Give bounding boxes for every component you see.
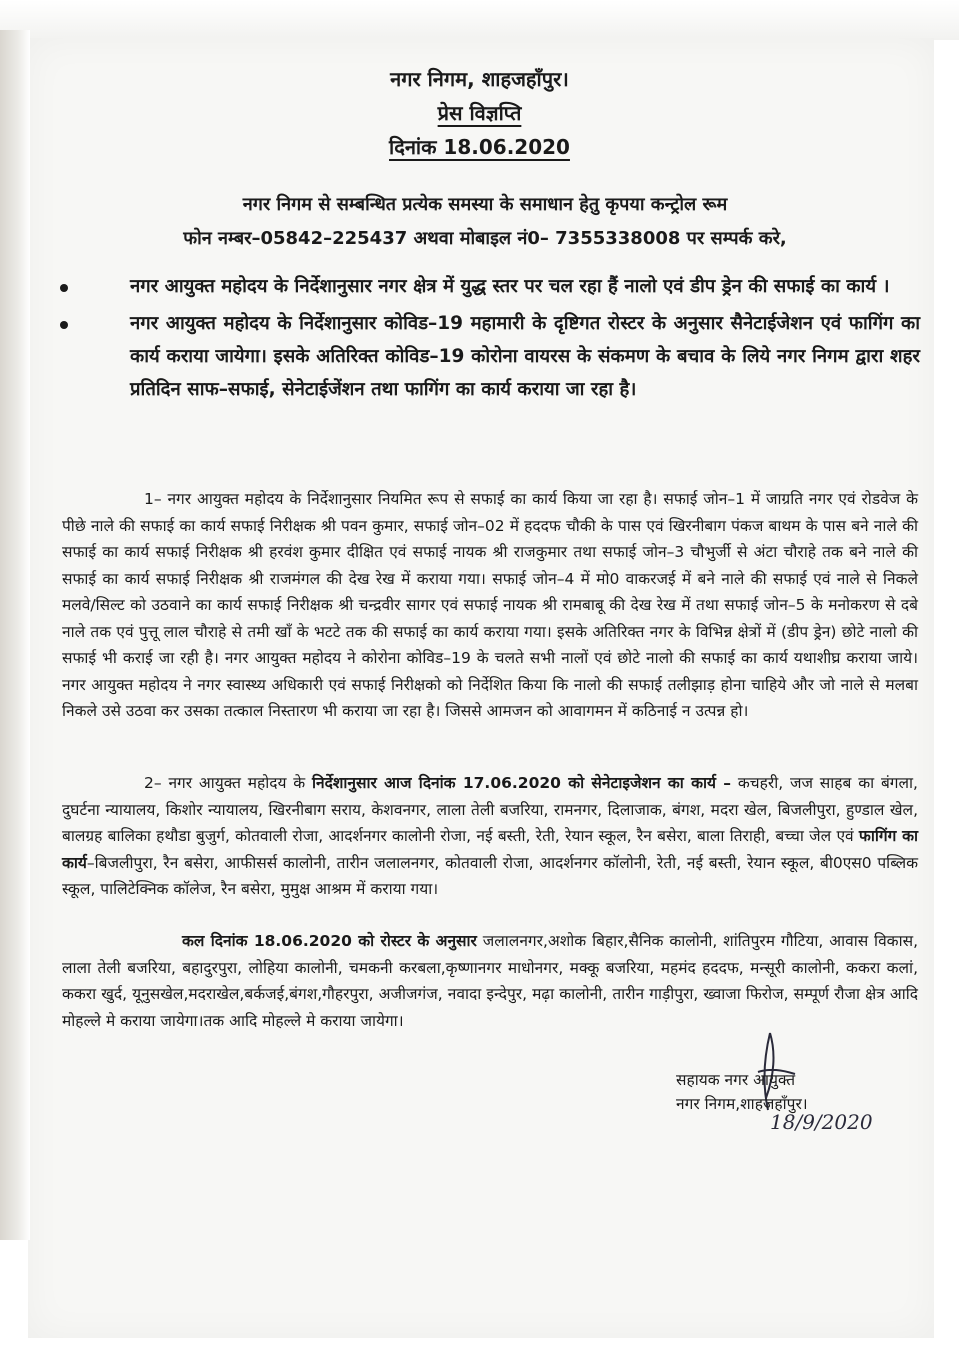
bullet-dot-icon	[60, 284, 68, 292]
control-room-line-2: फोन नम्बर–05842–225437 अथवा मोबाइल नं0– 7355338008 पर सम्पर्क करे,	[183, 228, 787, 249]
bullet-list	[60, 270, 920, 410]
scan-left-edge	[0, 30, 30, 1240]
document-date: दिनांक 18.06.2020	[389, 135, 570, 159]
paragraph-2-bold-2: फागिंग का कार्य	[62, 827, 918, 872]
paragraph-2-bold-1: निर्देशानुसार आज दिनांक 17.06.2020 को सेनेटाइजेशन का कार्य –	[312, 774, 732, 792]
bullet-item	[60, 307, 920, 406]
scan-top-margin	[0, 0, 959, 40]
control-room-notice	[105, 188, 865, 256]
bullet-dot-icon	[60, 321, 68, 329]
paragraph-drain-cleaning	[62, 486, 918, 725]
paragraph-3-bold: कल दिनांक 18.06.2020 को रोस्टर के अनुसार	[182, 932, 477, 950]
handwritten-date: 18/9/2020	[770, 1110, 873, 1134]
paragraph-sanitization-today	[62, 770, 918, 903]
signatory-office: नगर निगम,शाहजहाँपुर।	[676, 1095, 808, 1113]
issuing-office: नगर निगम, शाहजहाँपुर।	[390, 67, 569, 91]
paragraph-2-text-1: कचहरी, जज साहब का बंगला, दुघर्टना न्यायालय, किशोर न्यायालय, खिरनीबाग सराय, केशवनगर, लाला तेली बजरिया, रामनगर, दिलाजाक, बंगश, मदरा खेल, बिजलीपुरा, हुण्डाल खेल, बालग्रह बालिका हथौडा बुजुर्ग, कोतवाली रोजा, आदर्शनगर कालोनी रोजा, नई बस्ती, रेती, रेयान स्कूल, रैन बसेरा, बाला तिराही, बच्चा जेल एवं	[62, 774, 918, 845]
document-title: प्रेस विज्ञप्ति	[437, 101, 522, 125]
bullet-item	[60, 270, 920, 303]
paragraph-2-lead: 2– नगर आयुक्त महोदय के	[144, 774, 306, 792]
signatory-designation: सहायक नगर आयुक्त	[676, 1071, 796, 1089]
paragraph-3-text: जलालनगर,अशोक बिहार,सैनिक कालोनी, शांतिपुरम गौटिया, आवास विकास, लाला तेली बजरिया, बहादुरपुरा, लोहिया कालोनी, चमकनी करबला,कृष्णानगर माधोनगर, मक्कू बजरिया, महमंद हददफ, मन्सूरी कालोनी, ककरा कलां, ककरा खुर्द, यूनुसखेल,मदराखेल,बर्कजई,बंगश,गौहरपुरा, अजीजगंज, नवादा इन्देपुर, मढ़ा कालोनी, तारीन गाड़ीपुरा, ख्वाजा फिरोज, सम्पूर्ण रौजा क्षेत्र आदि मोहल्ले मे कराया जायेगा।तक आदि मोहल्ले मे कराया जायेगा।	[62, 932, 919, 1030]
paragraph-roster-tomorrow	[62, 928, 918, 1034]
bullet-text: नगर आयुक्त महोदय के निर्देशानुसार नगर क्षेत्र में युद्ध स्तर पर चल रहा हैं नालो एवं डीप ड्रेन की सफाई का कार्य ।	[130, 276, 890, 297]
signature-block	[676, 1068, 906, 1116]
paragraph-1-text: 1– नगर आयुक्त महोदय के निर्देशानुसार नियमित रूप से सफाई का कार्य किया जा रहा है। सफाई जोन–1 में जाग्रति नगर एवं रोडवेज के पीछे नाले की सफाई का कार्य सफाई निरीक्षक श्री पवन कुमार, सफाई जोन–02 में हददफ चौकी के पास एवं खिरनीबाग पंकज बाथम के पास बने नाले की सफाई का कार्य सफाई निरीक्षक श्री हरवंश कुमार दीक्षित एवं सफाई नायक श्री राजकुमार तथा सफाई जोन–3 चौभुर्जी से अंटा चौराहे तक बने नाले की सफाई का कार्य सफाई निरीक्षक श्री राजमंगल की देख रेख में कराया गया। सफाई जोन–4 में मो0 वाकरजई में बने नाले की सफाई एवं नाले से निकले मलवे/सिल्ट को उठवाने का कार्य सफाई निरीक्षक श्री चन्द्रवीर सागर एवं सफाई नायक श्री रामबाबू की देख रेख में तथा सफाई जोन–5 के मनोकरण से दबे नाले तक एवं पुत्तू लाल चौराहे से तमी खाँ के भटटे तक की सफाई का कार्य कराया गया। इसके अतिरिक्त नगर के विभिन्न क्षेत्रों में (डीप ड्रेन) छोटे नालो की सफाई भी कराई जा रही है। नगर आयुक्त महोदय ने कोरोना कोविड–19 के चलते सभी नालों एवं छोटे नालो की सफाई का कार्य यथाशीघ्र कराया जाये। नगर आयुक्त महोदय ने नगर स्वास्थ्य अधिकारी एवं सफाई निरीक्षको को निर्देशित किया कि नालो की सफाई तलीझाड़ होना चाहिये और जो नाले से मलबा निकले उसे उठवा कर उसका तत्काल निस्तारण भी कराया जा रहा है। जिससे आमजन को आवागमन में कठिनाई न उत्पन्न हो।	[62, 490, 918, 720]
control-room-line-1: नगर निगम से सम्बन्धित प्रत्येक समस्या के समाधान हेतु कृपया कन्ट्रोल रूम	[242, 194, 728, 215]
bullet-text: नगर आयुक्त महोदय के निर्देशानुसार कोविड–19 महामारी के दृष्टिगत रोस्टर के अनुसार सैनेटाईजेशन एवं फागिंग का कार्य कराया जायेगा। इसके अतिरिक्त कोविड–19 कोरोना वायरस के संकमण के बचाव के लिये नगर निगम द्वारा शहर प्रतिदिन साफ–सफाई, सेनेटाईजेंशन तथा फागिंग का कार्य कराया जा रहा है।	[130, 313, 920, 400]
letter-header	[0, 62, 959, 164]
paragraph-2-text-2: –बिजलीपुरा, रैन बसेरा, आफीसर्स कालोनी, तारीन जलालनगर, कोतवाली रोजा, आदर्शनगर कॉलोनी, रेती, नई बस्ती, रेयान स्कूल, बी0एस0 पब्लिक स्कूल, पालिटेक्निक कॉलेज, रैन बसेरा, मुमुक्ष आश्रम में कराया गया।	[62, 853, 918, 898]
